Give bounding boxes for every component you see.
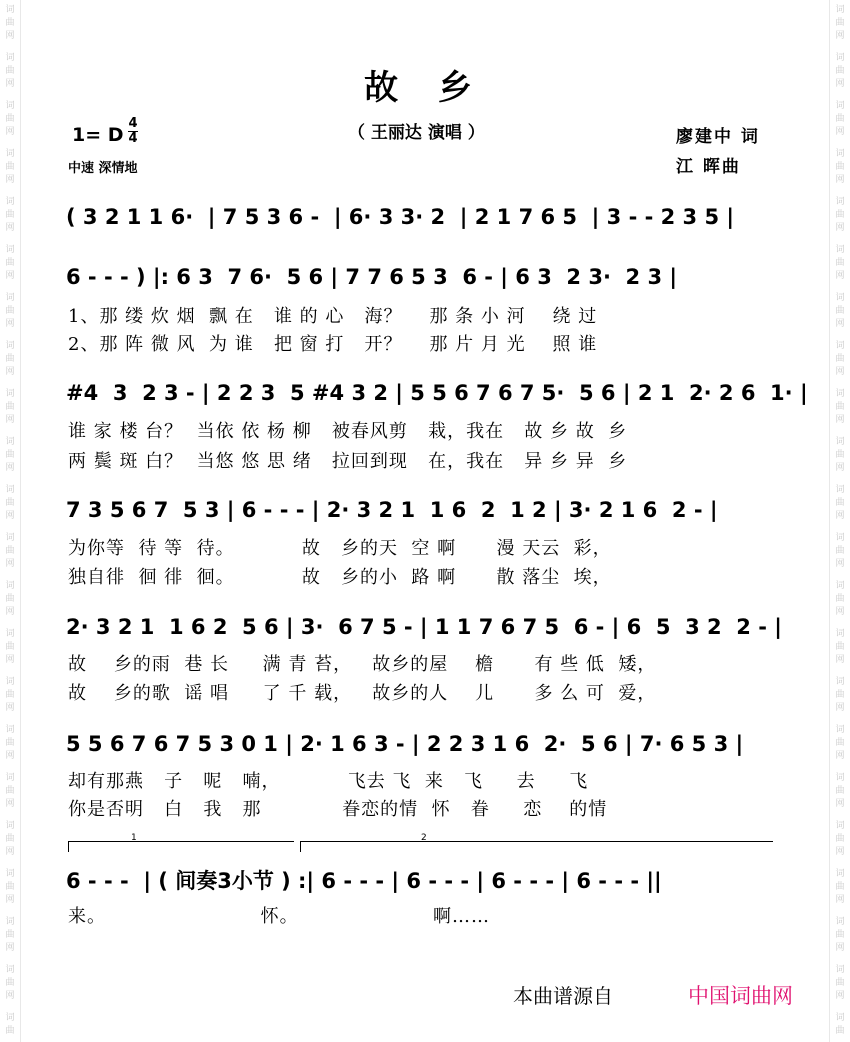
volta-1-label: 1 bbox=[131, 833, 137, 843]
score-row-1-notes: ( 3 2 1 1 6· | 7 5 3 6 - | 6· 3 3· 2 | 2 1 7 6 5 | 3 - - 2 3 5 | bbox=[66, 205, 735, 229]
watermark-char: 曲 bbox=[5, 306, 15, 316]
watermark-char: 词 bbox=[5, 965, 15, 975]
watermark-char: 词 bbox=[835, 53, 845, 63]
time-signature-top: 4 bbox=[128, 116, 138, 131]
tempo-marking: 中速 深情地 bbox=[68, 161, 138, 176]
watermark-char: 曲 bbox=[835, 834, 845, 844]
watermark-char: 词 bbox=[5, 581, 15, 591]
watermark-char: 曲 bbox=[835, 930, 845, 940]
watermark-char: 网 bbox=[835, 559, 845, 569]
watermark-char: 词 bbox=[835, 293, 845, 303]
watermark-char: 曲 bbox=[5, 738, 15, 748]
watermark-char: 网 bbox=[5, 223, 15, 233]
song-title: 故 乡 bbox=[364, 68, 486, 108]
watermark-char: 词 bbox=[835, 629, 845, 639]
time-signature bbox=[128, 117, 138, 146]
watermark-char: 网 bbox=[5, 415, 15, 425]
lyricist-credit: 廖建中 词 bbox=[676, 127, 760, 147]
watermark-char: 网 bbox=[5, 991, 15, 1001]
score-row-5-lyric-2: 故 乡的歌 谣 唱 了 千 载， 故乡的人 儿 多 么 可 爱， bbox=[68, 683, 657, 704]
watermark-char: 网 bbox=[5, 271, 15, 281]
watermark-char: 曲 bbox=[5, 258, 15, 268]
watermark-char: 网 bbox=[835, 943, 845, 953]
watermark-char: 曲 bbox=[835, 882, 845, 892]
watermark-char: 网 bbox=[835, 319, 845, 329]
watermark-char: 词 bbox=[5, 1013, 15, 1023]
watermark-char: 词 bbox=[5, 389, 15, 399]
watermark-char: 曲 bbox=[835, 18, 845, 28]
watermark-char: 词 bbox=[5, 293, 15, 303]
watermark-char: 网 bbox=[835, 79, 845, 89]
watermark-char: 曲 bbox=[5, 402, 15, 412]
watermark-char: 曲 bbox=[5, 546, 15, 556]
watermark-char: 词 bbox=[5, 485, 15, 495]
watermark-char: 曲 bbox=[5, 450, 15, 460]
watermark-char: 网 bbox=[835, 607, 845, 617]
watermark-char: 网 bbox=[5, 31, 15, 41]
watermark-char: 词 bbox=[835, 245, 845, 255]
watermark-char: 网 bbox=[835, 799, 845, 809]
watermark-char: 网 bbox=[5, 127, 15, 137]
score-row-2-notes: 6 - - - ) |: 6 3 7 6· 5 6 | 7 7 6 5 3 6 - | 6 3 2 3· 2 3 | bbox=[66, 265, 678, 289]
watermark-char: 词 bbox=[835, 773, 845, 783]
right-watermark-strip bbox=[829, 0, 850, 1042]
watermark-char: 网 bbox=[835, 895, 845, 905]
score-row-2-lyric-1: 1、那 缕 炊 烟 飘 在 谁 的 心 海？ 那 条 小 河 绕 过 bbox=[68, 306, 598, 327]
watermark-char: 网 bbox=[835, 367, 845, 377]
watermark-char: 曲 bbox=[835, 690, 845, 700]
watermark-char: 网 bbox=[5, 943, 15, 953]
watermark-char: 网 bbox=[835, 415, 845, 425]
singer-credit: （ 王丽达 演唱 ） bbox=[348, 123, 485, 143]
volta-bracket-2 bbox=[300, 833, 773, 852]
watermark-char: 词 bbox=[5, 149, 15, 159]
watermark-char: 词 bbox=[5, 773, 15, 783]
watermark-char: 词 bbox=[835, 101, 845, 111]
score-row-6-lyric-1: 却有那燕 子 呢 喃， 飞去 飞 来 飞 去 飞 bbox=[68, 771, 589, 792]
score-row-5-lyric-1: 故 乡的雨 巷 长 满 青 苔， 故乡的屋 檐 有 些 低 矮， bbox=[68, 654, 657, 675]
watermark-char: 曲 bbox=[5, 930, 15, 940]
watermark-char: 网 bbox=[835, 655, 845, 665]
score-row-3-lyric-2: 两 鬓 斑 白？ 当悠 悠 思 绪 拉回到现 在，我在 异 乡 异 乡 bbox=[68, 451, 628, 472]
watermark-char: 曲 bbox=[5, 882, 15, 892]
watermark-char: 网 bbox=[835, 31, 845, 41]
watermark-char: 词 bbox=[835, 1013, 845, 1023]
watermark-char: 词 bbox=[5, 629, 15, 639]
watermark-char: 曲 bbox=[835, 1026, 845, 1036]
watermark-char: 网 bbox=[5, 751, 15, 761]
watermark-char: 词 bbox=[835, 389, 845, 399]
watermark-char: 词 bbox=[5, 53, 15, 63]
watermark-char: 词 bbox=[835, 821, 845, 831]
left-watermark-strip bbox=[0, 0, 21, 1042]
watermark-char: 曲 bbox=[835, 498, 845, 508]
watermark-char: 曲 bbox=[5, 978, 15, 988]
score-row-3-lyric-1: 谁 家 楼 台？ 当依 依 杨 柳 被春风剪 栽，我在 故 乡 故 乡 bbox=[68, 421, 628, 442]
watermark-char: 词 bbox=[5, 869, 15, 879]
watermark-char: 词 bbox=[5, 725, 15, 735]
watermark-char: 网 bbox=[5, 511, 15, 521]
watermark-char: 曲 bbox=[5, 642, 15, 652]
volta-2-label: 2 bbox=[421, 833, 427, 843]
watermark-char: 词 bbox=[5, 437, 15, 447]
watermark-char: 曲 bbox=[5, 1026, 15, 1036]
watermark-char: 词 bbox=[5, 101, 15, 111]
watermark-char: 曲 bbox=[5, 210, 15, 220]
score-row-2-lyric-2: 2、那 阵 微 风 为 谁 把 窗 打 开？ 那 片 月 光 照 谁 bbox=[68, 334, 598, 355]
watermark-char: 词 bbox=[5, 197, 15, 207]
watermark-char: 网 bbox=[5, 463, 15, 473]
watermark-char: 曲 bbox=[5, 690, 15, 700]
watermark-char: 词 bbox=[5, 245, 15, 255]
watermark-char: 曲 bbox=[835, 66, 845, 76]
watermark-char: 网 bbox=[835, 463, 845, 473]
watermark-char: 词 bbox=[835, 725, 845, 735]
watermark-char: 曲 bbox=[835, 210, 845, 220]
watermark-char: 词 bbox=[5, 917, 15, 927]
watermark-char: 网 bbox=[5, 847, 15, 857]
watermark-char: 曲 bbox=[835, 114, 845, 124]
watermark-char: 网 bbox=[835, 175, 845, 185]
score-row-4-notes: 7 3 5 6 7 5 3 | 6 - - - | 2· 3 2 1 1 6 2 1 2 | 3· 2 1 6 2 - | bbox=[66, 498, 718, 522]
watermark-char: 网 bbox=[5, 607, 15, 617]
watermark-char: 曲 bbox=[835, 738, 845, 748]
watermark-char: 词 bbox=[835, 485, 845, 495]
watermark-char: 网 bbox=[5, 799, 15, 809]
watermark-char: 曲 bbox=[5, 66, 15, 76]
watermark-char: 词 bbox=[5, 5, 15, 15]
watermark-char: 曲 bbox=[835, 306, 845, 316]
watermark-char: 曲 bbox=[5, 786, 15, 796]
watermark-char: 曲 bbox=[835, 594, 845, 604]
watermark-char: 网 bbox=[835, 271, 845, 281]
watermark-char: 词 bbox=[5, 341, 15, 351]
score-row-3-notes: #4 3 2 3 - | 2 2 3 5 #4 3 2 | 5 5 6 7 6 7 5· 5 6 | 2 1 2· 2 6 1· | bbox=[66, 381, 808, 405]
key-signature: 1= D bbox=[72, 124, 124, 146]
watermark-char: 词 bbox=[835, 149, 845, 159]
watermark-char: 网 bbox=[5, 175, 15, 185]
watermark-char: 词 bbox=[835, 917, 845, 927]
watermark-char: 网 bbox=[835, 991, 845, 1001]
score-row-7-notes: 6 - - - | ( 间奏3小节 ) :| 6 - - - | 6 - - - | 6 - - - | 6 - - - || bbox=[66, 869, 662, 893]
score-row-5-notes: 2· 3 2 1 1 6 2 5 6 | 3· 6 7 5 - | 1 1 7 6 7 5 6 - | 6 5 3 2 2 - | bbox=[66, 615, 782, 639]
watermark-char: 曲 bbox=[835, 258, 845, 268]
watermark-char: 网 bbox=[5, 367, 15, 377]
watermark-char: 网 bbox=[5, 703, 15, 713]
watermark-char: 网 bbox=[5, 895, 15, 905]
watermark-char: 网 bbox=[835, 223, 845, 233]
watermark-char: 词 bbox=[5, 533, 15, 543]
watermark-char: 曲 bbox=[5, 114, 15, 124]
watermark-char: 曲 bbox=[835, 642, 845, 652]
volta-bracket-1 bbox=[68, 833, 294, 852]
watermark-char: 曲 bbox=[5, 354, 15, 364]
score-row-4-lyric-1: 为你等 待 等 待。 故 乡的天 空 啊 漫 天云 彩， bbox=[68, 538, 612, 559]
watermark-char: 网 bbox=[5, 319, 15, 329]
score-row-6-lyric-2: 你是否明 白 我 那 眷恋的情 怀 眷 恋 的情 bbox=[68, 799, 608, 820]
watermark-char: 曲 bbox=[5, 498, 15, 508]
watermark-char: 曲 bbox=[5, 18, 15, 28]
watermark-char: 词 bbox=[5, 821, 15, 831]
watermark-char: 词 bbox=[835, 965, 845, 975]
watermark-char: 词 bbox=[835, 197, 845, 207]
watermark-char: 词 bbox=[835, 677, 845, 687]
watermark-char: 词 bbox=[835, 437, 845, 447]
watermark-char: 曲 bbox=[5, 594, 15, 604]
watermark-char: 曲 bbox=[835, 402, 845, 412]
watermark-char: 网 bbox=[835, 751, 845, 761]
watermark-char: 词 bbox=[835, 581, 845, 591]
site-name-link[interactable]: 中国词曲网 bbox=[688, 984, 793, 1008]
watermark-char: 曲 bbox=[5, 162, 15, 172]
watermark-char: 曲 bbox=[835, 450, 845, 460]
watermark-char: 曲 bbox=[5, 834, 15, 844]
composer-credit: 江 晖曲 bbox=[676, 157, 741, 177]
watermark-char: 网 bbox=[5, 79, 15, 89]
watermark-char: 词 bbox=[835, 341, 845, 351]
watermark-char: 曲 bbox=[835, 162, 845, 172]
score-row-6-notes: 5 5 6 7 6 7 5 3 0 1 | 2· 1 6 3 - | 2 2 3 1 6 2· 5 6 | 7· 6 5 3 | bbox=[66, 732, 744, 756]
watermark-char: 网 bbox=[5, 559, 15, 569]
watermark-char: 网 bbox=[5, 655, 15, 665]
time-signature-bottom: 4 bbox=[128, 131, 138, 146]
watermark-char: 词 bbox=[835, 869, 845, 879]
watermark-char: 曲 bbox=[835, 546, 845, 556]
score-row-7-lyric-1: 来。 怀。 啊…… bbox=[68, 906, 491, 927]
watermark-char: 曲 bbox=[835, 978, 845, 988]
score-row-4-lyric-2: 独自徘 徊 徘 徊。 故 乡的小 路 啊 散 落尘 埃， bbox=[68, 567, 612, 588]
source-label: 本曲谱源自 bbox=[513, 984, 613, 1008]
watermark-char: 词 bbox=[5, 677, 15, 687]
watermark-char: 曲 bbox=[835, 354, 845, 364]
watermark-char: 曲 bbox=[835, 786, 845, 796]
watermark-char: 词 bbox=[835, 533, 845, 543]
watermark-char: 网 bbox=[835, 127, 845, 137]
watermark-char: 网 bbox=[835, 847, 845, 857]
watermark-char: 网 bbox=[835, 703, 845, 713]
watermark-char: 词 bbox=[835, 5, 845, 15]
watermark-char: 网 bbox=[835, 511, 845, 521]
